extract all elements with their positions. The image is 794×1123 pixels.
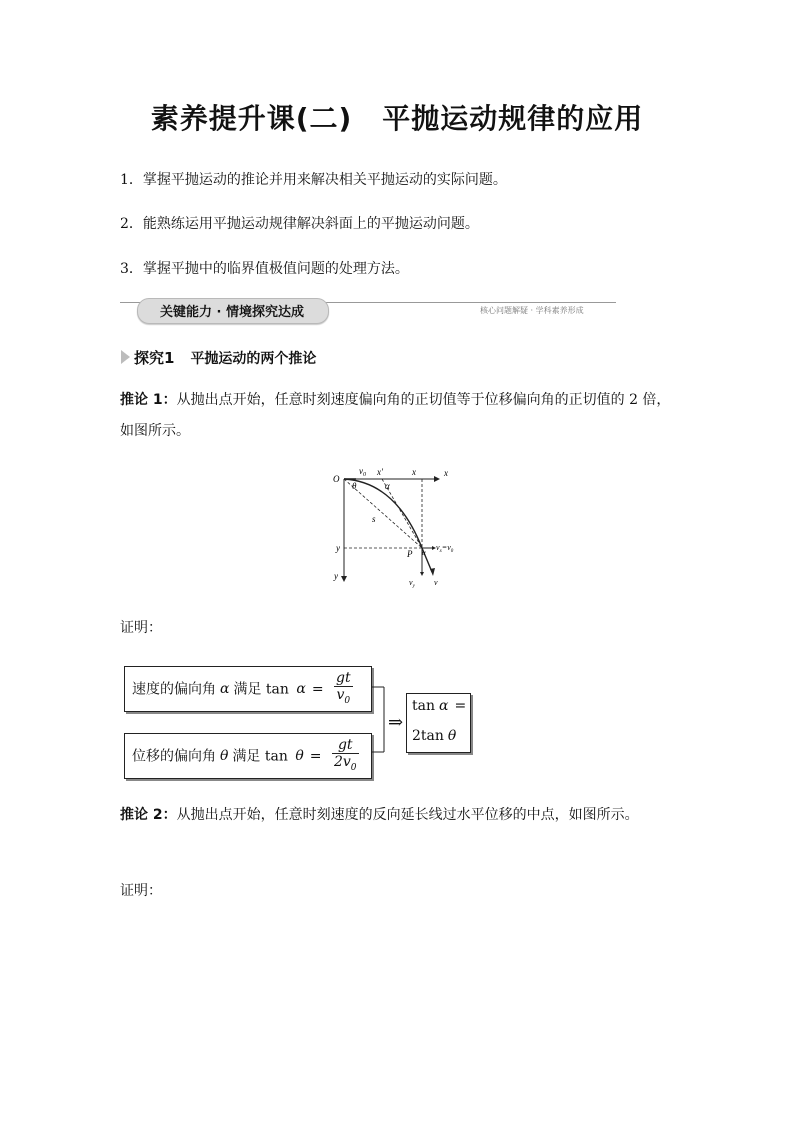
y-axis-arrow-icon <box>341 576 347 582</box>
v-arrow-head-icon <box>430 568 435 576</box>
label-alpha: α <box>385 481 390 491</box>
inference-2-text: 从抛出点开始，任意时刻速度的反向延长线过水平位移的中点，如图所示。 <box>176 807 639 823</box>
formula-box-velocity: 速度的偏向角 α 满足 tan α = $\frac{gt}{v_0}$ <box>124 666 372 712</box>
label-v0: $v_0$ <box>359 466 366 478</box>
banner-label: 关键能力 · 情境探究达成 <box>160 305 304 320</box>
projectile-figure <box>330 462 470 592</box>
label-P: P <box>407 549 413 559</box>
label-x-mid: x <box>412 467 416 477</box>
label-x-axis: x <box>444 468 448 478</box>
label-y-mid: y <box>336 543 340 553</box>
formula-box-result: tan α = 2tan θ <box>406 693 471 753</box>
label-y-axis: y <box>334 571 338 581</box>
page-title <box>0 97 794 137</box>
implies-arrow-icon: ⇒ <box>388 712 404 733</box>
trajectory-curve <box>344 479 432 572</box>
label-vx: $v_x=v_0$ <box>436 543 454 554</box>
section-triangle-icon <box>121 350 130 364</box>
objective-2: 2．能熟练运用平抛运动规律解决斜面上的平抛运动问题。 <box>120 216 479 232</box>
label-vy: $v_y$ <box>409 578 415 589</box>
section-heading <box>134 347 316 368</box>
inference-1 <box>120 385 680 447</box>
label-origin: O <box>333 474 340 484</box>
proof-label-2: 证明： <box>120 883 162 899</box>
formula-box-displacement: 位移的偏向角 θ 满足 tan θ = $\frac{gt}{2v_0}$ <box>124 733 372 779</box>
inference-1-label: 推论 1： <box>120 392 177 408</box>
inference-2 <box>120 800 680 831</box>
section-number: 探究1 <box>134 349 175 367</box>
objective-1: 1．掌握平抛运动的推论并用来解决相关平抛运动的实际问题。 <box>120 172 507 188</box>
label-theta: θ <box>352 481 357 491</box>
proof-label-1: 证明： <box>120 620 162 636</box>
objective-3: 3．掌握平抛中的临界值极值问题的处理方法。 <box>120 261 409 277</box>
title-part1: 素养提升课(二) <box>150 102 353 135</box>
banner-subtitle: 核心问题解疑 · 学科素养形成 <box>480 306 584 315</box>
fraction-gt-2v0: $\frac{gt}{2v_0}$ <box>332 737 359 776</box>
inference-1-text: 从抛出点开始，任意时刻速度偏向角的正切值等于位移偏向角的正切值的 2 倍，如图所示。 <box>120 392 671 439</box>
x-axis-arrow-icon <box>434 476 440 482</box>
section-title: 平抛运动的两个推论 <box>190 351 317 367</box>
label-x-prime: x′ <box>377 467 383 477</box>
title-part2: 平抛运动规律的应用 <box>382 102 644 135</box>
fraction-gt-v0: $\frac{gt}{v_0}$ <box>334 670 353 709</box>
label-alpha2: α <box>422 549 426 557</box>
label-s: s <box>372 514 376 524</box>
label-v: v <box>434 578 438 587</box>
inference-2-label: 推论 2： <box>120 807 177 823</box>
vy-arrow-head-icon <box>420 572 424 576</box>
